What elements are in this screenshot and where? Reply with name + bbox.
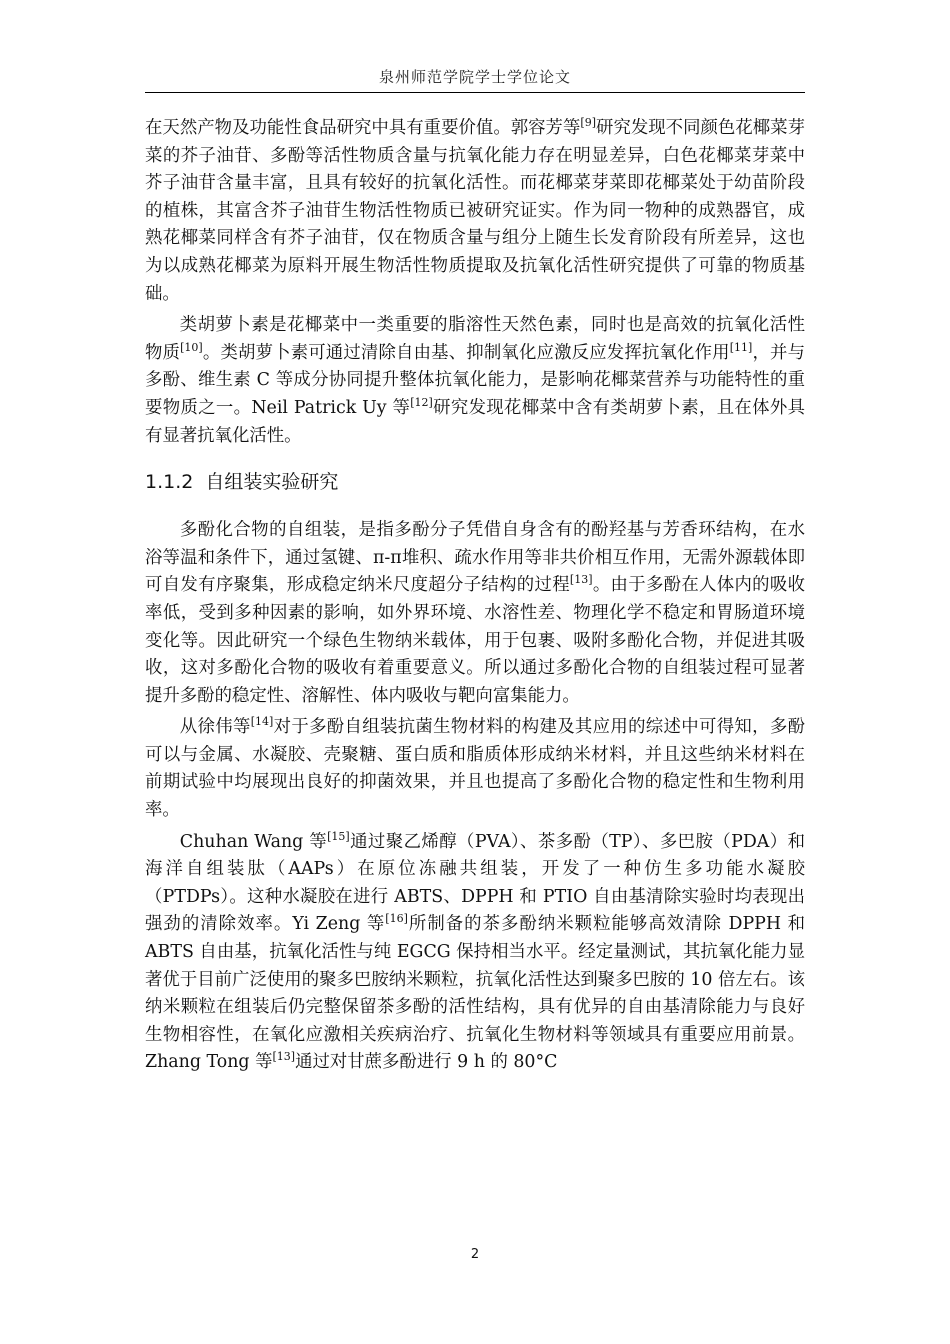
body-paragraph [145, 714, 805, 824]
citation-marker: [9] [580, 116, 596, 130]
paragraph-text: 研究发现不同颜色花椰菜芽菜的芥子油苷、多酚等活性物质含量与抗氧化能力存在明显差异，白色花椰菜芽菜中芥子油苷含量丰富，且具有较好的抗氧化活性。而花椰菜芽菜即花椰菜处于幼苗阶段的植株，其富含芥子油苷生物活性物质已被研究证实。作为同一物种的成熟器官，成熟花椰菜同样含有芥子油苷，仅在物质含量与组分上随生长发育阶段有所差异，这也为以成熟花椰菜为原料开展生物活性物质提取及抗氧化活性研究提供了可靠的物质基础。 [145, 118, 805, 304]
header-divider [145, 92, 805, 93]
body-paragraph [145, 829, 805, 1077]
body-paragraph [145, 517, 805, 710]
paragraph-text: ，并与多酚、维生素 C 等成分协同提升整体抗氧化能力，是影响花椰菜营养与功能特性的重要物质之一。Neil Patrick Uy 等 [145, 342, 805, 418]
paragraph-text: 。类胡萝卜素可通过清除自由基、抑制氧化应激反应发挥抗氧化作用 [202, 342, 730, 363]
citation-marker: [11] [729, 340, 753, 354]
body-paragraph [145, 312, 805, 450]
paragraph-text: 在天然产物及功能性食品研究中具有重要价值。郭容芳等 [145, 118, 581, 138]
page-number: 2 [470, 1247, 480, 1262]
citation-marker: [12] [410, 396, 433, 410]
section-number: 1.1.2 [145, 471, 194, 494]
paragraph-group-intro [145, 115, 805, 450]
paragraph-group-self-assembly [145, 517, 805, 1077]
citation-marker: [13] [272, 1050, 296, 1064]
section-title: 自组装实验研究 [205, 471, 339, 494]
body-content [145, 115, 805, 1081]
paragraph-text: 。由于多酚在人体内的吸收率低，受到多种因素的影响，如外界环境、水溶性差、物理化学不稳定和胃肠道环境变化等。因此研究一个绿色生物纳米载体，用于包裹、吸附多酚化合物，并促进其吸收，这对多酚化合物的吸收有着重要意义。所以通过多酚化合物的自组装过程可显著提升多酚的稳定性、溶解性、体内吸收与靶向富集能力。 [145, 575, 805, 706]
citation-marker: [10] [180, 340, 203, 354]
citation-marker: [14] [250, 715, 274, 729]
section-heading [145, 469, 805, 495]
paragraph-text: Chuhan Wang 等 [179, 831, 328, 852]
paragraph-text: 多酚化合物的自组装，是指多酚分子凭借自身含有的酚羟基与芳香环结构，在水浴等温和条件下，通过氢键、π-π堆积、疏水作用等非共价相互作用，无需外源载体即可自发有序聚集，形成稳定纳米尺度超分子结构的过程 [145, 520, 805, 596]
citation-marker: [16] [385, 912, 408, 926]
paragraph-text: 研究发现花椰菜中含有类胡萝卜素，且在体外具有显著抗氧化活性。 [145, 397, 805, 446]
paragraph-text: 通过对甘蔗多酚进行 9 h 的 80°C [295, 1052, 558, 1073]
running-header: 泉州师范学院学士学位论文 [378, 68, 571, 86]
paragraph-text: 通过聚乙烯醇（PVA）、茶多酚（TP）、多巴胺（PDA）和海洋自组装肽（AAPs）在原位冻融共组装，开发了一种仿生多功能水凝胶（PTDPs）。这种水凝胶在进行 ABTS、DPPH 和 PTIO 自由基清除实验时均表现出强劲的清除效率。Yi Zeng 等 [145, 831, 805, 935]
paragraph-text: 从徐伟等 [179, 717, 251, 738]
body-paragraph [145, 115, 805, 308]
citation-marker: [13] [569, 573, 593, 587]
citation-marker: [15] [327, 829, 350, 843]
paragraph-text: 类胡萝卜素是花椰菜中一类重要的脂溶性天然色素，同时也是高效的抗氧化活性物质 [145, 315, 805, 363]
paragraph-text: 所制备的茶多酚纳米颗粒能够高效清除 DPPH 和 ABTS 自由基，抗氧化活性与纯 EGCG 保持相当水平。经定量测试，其抗氧化能力显著优于目前广泛使用的聚多巴胺纳米颗粒，抗氧化活性达到聚多巴胺的 10 倍左右。该纳米颗粒在组装后仍完整保留茶多酚的活性结构，具有优异的自由基清除能力与良好生物相容性，在氧化应激相关疾病治疗、抗氧化生物材料等领域具有重要应用前景。Zhang Tong 等 [145, 914, 805, 1073]
paragraph-text: 对于多酚自组装抗菌生物材料的构建及其应用的综述中可得知，多酚可以与金属、水凝胶、壳聚糖、蛋白质和脂质体形成纳米材料，并且这些纳米材料在前期试验中均展现出良好的抑菌效果，并且也提高了多酚化合物的稳定性和生物利用率。 [145, 717, 805, 821]
